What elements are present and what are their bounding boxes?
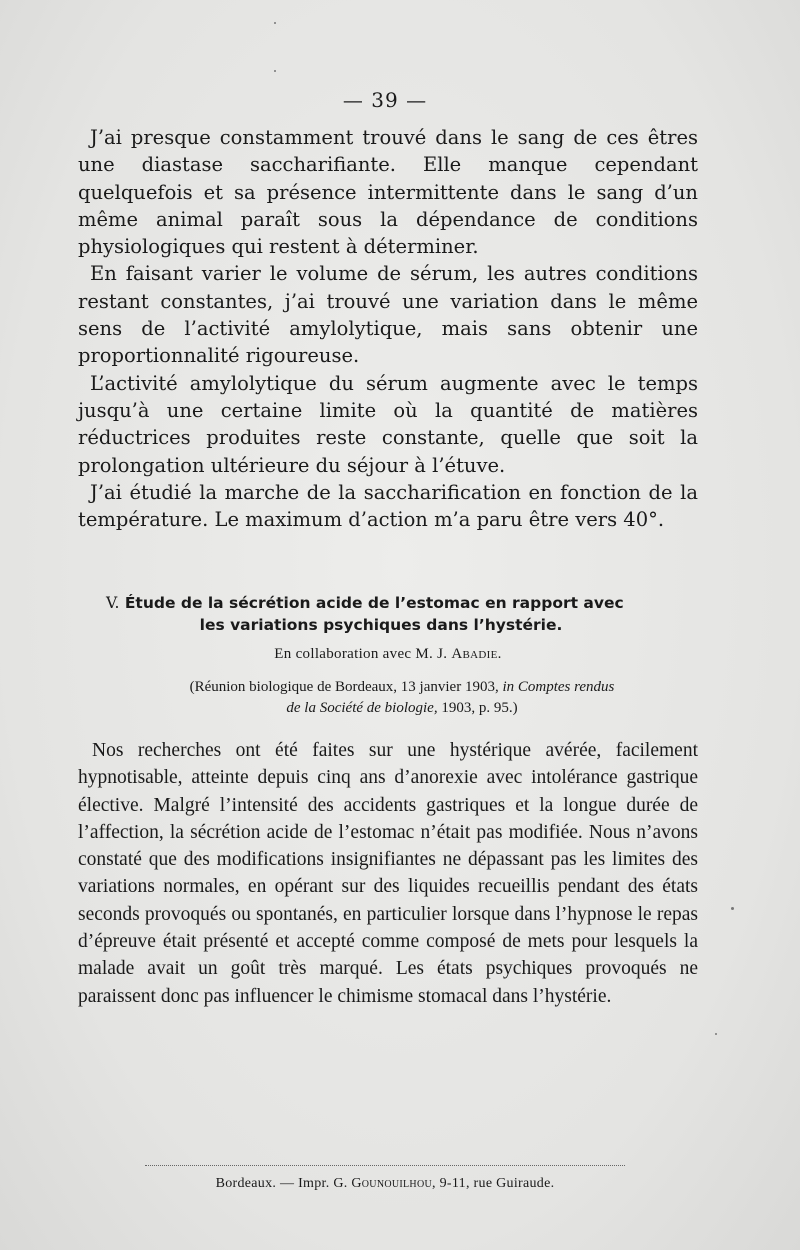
reference-italic1: in Comptes rendus <box>502 679 615 695</box>
scan-speck <box>731 907 734 910</box>
collaboration-line <box>78 646 698 663</box>
paragraph: L’activité amylolytique du sérum augmente avec le temps jusqu’à une certaine limite où la quantité de matières réductrices produites reste constante, quelle que soit la prolongation ultérieure du séjour à l’étuve. <box>78 371 698 477</box>
section-numeral: V. <box>106 594 120 612</box>
paragraph: Nos recherches ont été faites sur une hystérique avérée, facilement hypnotisable, atteinte depuis cinq ans d’anorexie avec intolérance gastrique élective. Malgré l’intensité des accidents gastriques et la longue durée de l’affection, la sécrétion acide de l’estomac n’était pas modifiée. Nous n’avons constaté que des modifications insignifiantes ne dépassant pas les limites des variations normales, en opérant sur des liquides recueillis pendant des états seconds provoqués ou spontanés, en particulier lorsque dans l’hypnose le repas d’épreuve était présenté et accepté comme composé de mets pour lesquels la malade avait un goût très marqué. Les états psychiques provoqués ne paraissent donc pas influencer le chimisme stomacal dans l’hystérie. <box>78 740 698 1007</box>
scan-speck <box>274 70 276 72</box>
paragraph: En faisant varier le volume de sérum, les autres conditions restant constantes, j’ai trouvé une variation dans le même sens de l’activité amylolytique, mais sans obtenir une proportionnalité rigoureuse. <box>78 262 698 368</box>
reference-part1: (Réunion biologique de Bordeaux, 13 janvier 1903, <box>189 679 499 695</box>
section-amylase <box>78 124 698 533</box>
paragraph: J’ai étudié la marche de la saccharification en fonction de la température. Le maximum d’action m’a paru être vers 40°. <box>78 480 698 532</box>
collaborator-name: Abadie. <box>451 646 502 662</box>
footer-text <box>0 1176 770 1192</box>
section-title-line1: Étude de la sécrétion acide de l’estomac en rapport avec <box>124 594 624 612</box>
collaboration-prefix: En collaboration avec M. J. <box>274 646 448 662</box>
reference-citation <box>122 677 682 719</box>
page-number: — 39 — <box>342 88 428 112</box>
paragraph: J’ai presque constamment trouvé dans le sang de ces êtres une diastase saccharifiante. Elle manque cependant quelquefois et sa présence intermittente dans le sang d’un même animal paraît sous la dépendance de conditions physiologiques qui restent à déterminer. <box>78 126 698 259</box>
section-title <box>106 592 666 636</box>
reference-part2: 1903, p. 95.) <box>441 700 518 716</box>
section-v-header <box>78 592 698 719</box>
scan-speck <box>274 22 276 24</box>
reference-italic2: de la Société de biologie, <box>286 700 438 716</box>
section-title-line2: les variations psychiques dans l’hystérie. <box>199 616 563 634</box>
printer-footer <box>0 1165 770 1192</box>
footer-divider <box>145 1165 625 1166</box>
section-v-body <box>78 737 698 1010</box>
footer-suffix: 9-11, rue Guiraude. <box>439 1176 555 1191</box>
footer-printer: Gounouilhou, <box>351 1176 436 1191</box>
scan-speck <box>715 1033 717 1035</box>
footer-prefix: Bordeaux. — Impr. G. <box>215 1176 348 1191</box>
